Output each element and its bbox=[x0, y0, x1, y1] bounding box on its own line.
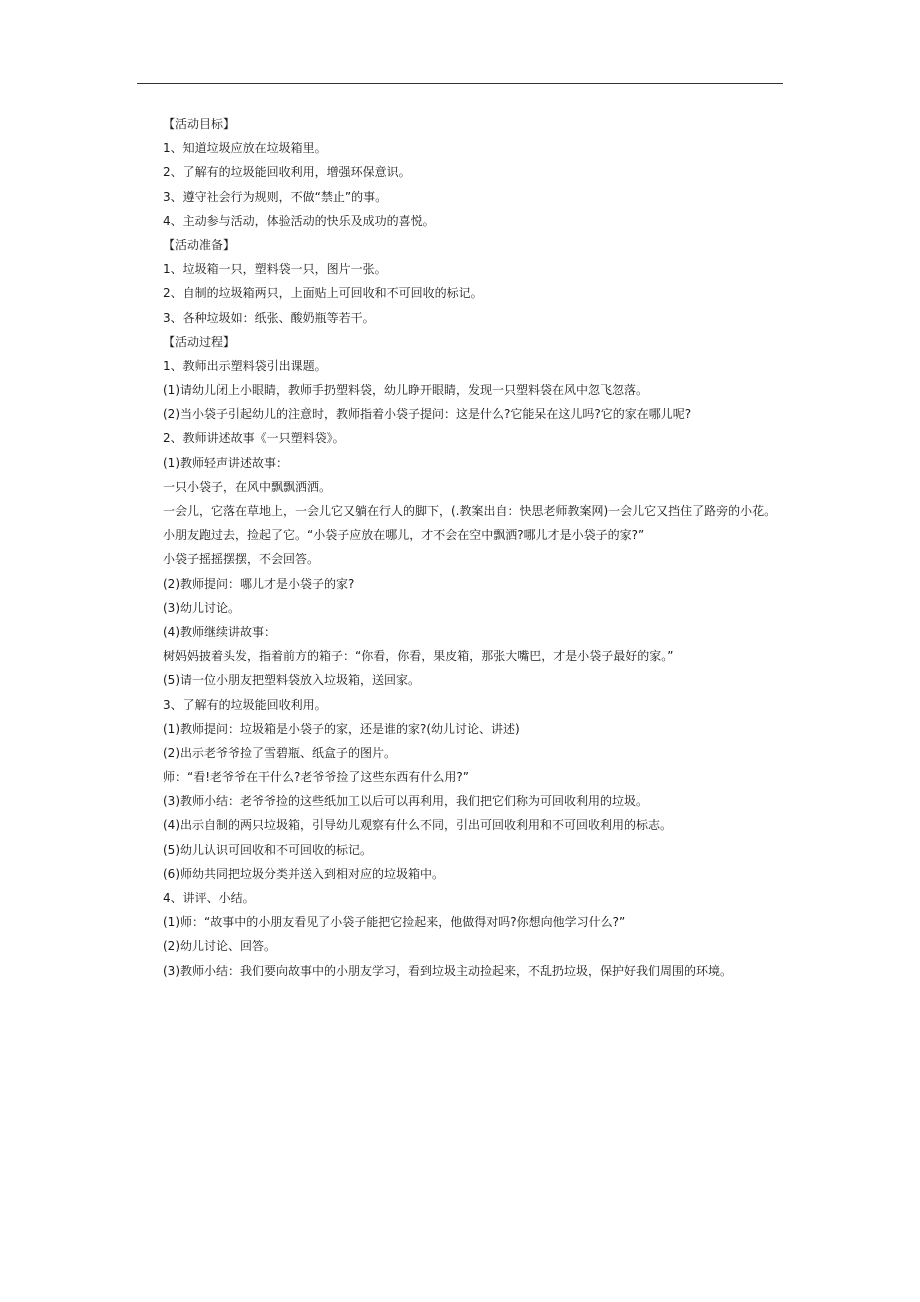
document-line: 4、主动参与活动，体验活动的快乐及成功的喜悦。 bbox=[163, 213, 435, 228]
document-body bbox=[163, 112, 863, 983]
document-line: 3、了解有的垃圾能回收利用。 bbox=[163, 697, 327, 712]
document-line: 2、了解有的垃圾能回收利用，增强环保意识。 bbox=[163, 165, 411, 180]
document-line: (1)教师轻声讲述故事： bbox=[163, 455, 288, 470]
document-line: 【活动过程】 bbox=[163, 334, 236, 349]
document-line: 小朋友跑过去，捡起了它。“小袋子应放在哪儿，才不会在空中飘洒?哪儿才是小袋子的家?” bbox=[163, 528, 645, 543]
document-line: (2)出示老爷爷捡了雪碧瓶、纸盒子的图片。 bbox=[163, 745, 396, 760]
document-line: 树妈妈披着头发，指着前方的箱子：“你看，你看，果皮箱，那张大嘴巴，才是小袋子最好的家。” bbox=[163, 649, 674, 664]
document-line: 1、知道垃圾应放在垃圾箱里。 bbox=[163, 141, 327, 156]
document-line: (3)教师小结：老爷爷捡的这些纸加工以后可以再利用，我们把它们称为可回收利用的垃圾。 bbox=[163, 794, 649, 809]
document-line: (6)师幼共同把垃圾分类并送入到相对应的垃圾箱中。 bbox=[163, 866, 445, 881]
document-line: 1、垃圾箱一只，塑料袋一只，图片一张。 bbox=[163, 262, 387, 277]
document-line: (5)请一位小朋友把塑料袋放入垃圾箱，送回家。 bbox=[163, 673, 420, 688]
document-line: (2)幼儿讨论、回答。 bbox=[163, 939, 276, 954]
document-line: (2)教师提问：哪儿才是小袋子的家? bbox=[163, 576, 355, 591]
document-line: 小袋子摇摇摆摆，不会回答。 bbox=[163, 552, 320, 567]
document-line: (5)幼儿认识可回收和不可回收的标记。 bbox=[163, 842, 372, 857]
document-line: (1)教师提问：垃圾箱是小袋子的家，还是谁的家?(幼儿讨论、讲述) bbox=[163, 721, 520, 736]
document-line: 【活动目标】 bbox=[163, 117, 236, 131]
document-line: 2、教师讲述故事《一只塑料袋》。 bbox=[163, 431, 345, 446]
document-line: 4、讲评、小结。 bbox=[163, 891, 255, 905]
document-line: 3、遵守社会行为规则，不做“禁止”的事。 bbox=[163, 189, 388, 204]
document-line: (4)教师继续讲故事： bbox=[163, 624, 276, 639]
document-line: 2、自制的垃圾箱两只，上面贴上可回收和不可回收的标记。 bbox=[163, 286, 483, 301]
document-line: (3)教师小结：我们要向故事中的小朋友学习，看到垃圾主动捡起来，不乱扔垃圾，保护好我们周围的环境。 bbox=[163, 963, 733, 978]
document-line: (2)当小袋子引起幼儿的注意时，教师指着小袋子提问：这是什么?它能呆在这儿吗?它的家在哪儿呢? bbox=[163, 407, 692, 422]
document-line: 1、教师出示塑料袋引出课题。 bbox=[163, 358, 327, 373]
document-line: 师：“看!老爷爷在干什么?老爷爷捡了这些东西有什么用?” bbox=[163, 770, 469, 785]
header-rule bbox=[137, 83, 783, 84]
document-line: (3)幼儿讨论。 bbox=[163, 600, 240, 615]
document-line: (1)请幼儿闭上小眼睛，教师手扔塑料袋，幼儿睁开眼睛，发现一只塑料袋在风中忽飞忽落。 bbox=[163, 383, 649, 398]
document-line: 一只小袋子，在风中飘飘洒洒。 bbox=[163, 479, 332, 494]
document-line: (1)师：“故事中的小朋友看见了小袋子能把它捡起来，他做得对吗?你想向他学习什么?” bbox=[163, 915, 626, 930]
document-line: (4)出示自制的两只垃圾箱，引导幼儿观察有什么不同，引出可回收利用和不可回收利用的标志。 bbox=[163, 818, 673, 833]
document-line: 【活动准备】 bbox=[163, 237, 236, 252]
document-line: 一会儿，它落在草地上，一会儿它又躺在行人的脚下，(.教案出自：快思老师教案网)一会儿它又挡住了路旁的小花。 bbox=[163, 504, 777, 518]
document-line: 3、各种垃圾如：纸张、酸奶瓶等若干。 bbox=[163, 310, 375, 325]
